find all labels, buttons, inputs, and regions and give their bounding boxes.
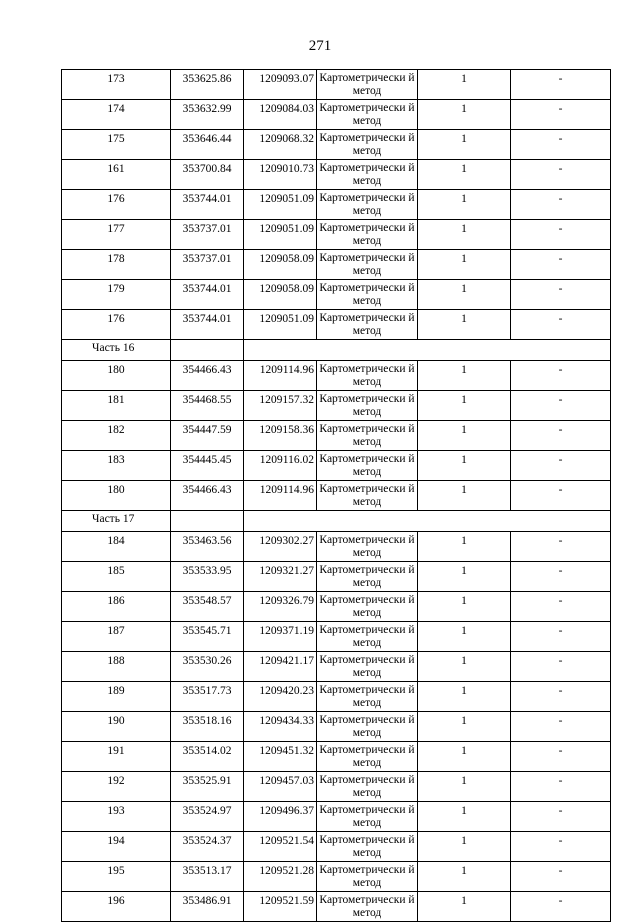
section-label: Часть 17	[62, 511, 171, 532]
y-coordinate-cell: 1209371.19	[244, 622, 317, 652]
method-cell: Картометрически й метод	[317, 361, 418, 391]
x-coordinate-cell: 353545.71	[171, 622, 244, 652]
point-number-cell: 190	[62, 712, 171, 742]
table-row	[62, 562, 611, 592]
method-cell: Картометрически й метод	[317, 802, 418, 832]
coordinates-table	[61, 69, 611, 922]
dash-cell: -	[511, 190, 611, 220]
count-cell: 1	[418, 622, 511, 652]
point-number-cell: 179	[62, 280, 171, 310]
count-cell: 1	[418, 802, 511, 832]
point-number-cell: 178	[62, 250, 171, 280]
table-row	[62, 361, 611, 391]
x-coordinate-cell: 353646.44	[171, 130, 244, 160]
x-coordinate-cell: 353513.17	[171, 862, 244, 892]
point-number-cell: 182	[62, 421, 171, 451]
y-coordinate-cell: 1209010.73	[244, 160, 317, 190]
point-number-cell: 186	[62, 592, 171, 622]
count-cell: 1	[418, 100, 511, 130]
dash-cell: -	[511, 421, 611, 451]
point-number-cell: 176	[62, 190, 171, 220]
method-cell: Картометрически й метод	[317, 682, 418, 712]
count-cell: 1	[418, 280, 511, 310]
x-coordinate-cell: 353744.01	[171, 190, 244, 220]
y-coordinate-cell: 1209051.09	[244, 310, 317, 340]
dash-cell: -	[511, 592, 611, 622]
method-cell: Картометрически й метод	[317, 190, 418, 220]
dash-cell: -	[511, 220, 611, 250]
count-cell: 1	[418, 481, 511, 511]
y-coordinate-cell: 1209058.09	[244, 280, 317, 310]
y-coordinate-cell: 1209093.07	[244, 70, 317, 100]
method-cell: Картометрически й метод	[317, 772, 418, 802]
x-coordinate-cell: 353737.01	[171, 220, 244, 250]
y-coordinate-cell: 1209457.03	[244, 772, 317, 802]
method-cell: Картометрически й метод	[317, 421, 418, 451]
method-cell: Картометрически й метод	[317, 310, 418, 340]
table-cell-empty	[244, 340, 611, 361]
dash-cell: -	[511, 562, 611, 592]
table-row	[62, 160, 611, 190]
dash-cell: -	[511, 772, 611, 802]
table-row	[62, 391, 611, 421]
table-row	[62, 622, 611, 652]
method-cell: Картометрически й метод	[317, 622, 418, 652]
point-number-cell: 195	[62, 862, 171, 892]
y-coordinate-cell: 1209521.59	[244, 892, 317, 922]
method-cell: Картометрически й метод	[317, 712, 418, 742]
page-number: 271	[308, 38, 332, 54]
point-number-cell: 188	[62, 652, 171, 682]
point-number-cell: 177	[62, 220, 171, 250]
dash-cell: -	[511, 742, 611, 772]
method-cell: Картометрически й метод	[317, 391, 418, 421]
x-coordinate-cell: 354466.43	[171, 481, 244, 511]
point-number-cell: 173	[62, 70, 171, 100]
count-cell: 1	[418, 832, 511, 862]
count-cell: 1	[418, 682, 511, 712]
count-cell: 1	[418, 652, 511, 682]
y-coordinate-cell: 1209496.37	[244, 802, 317, 832]
x-coordinate-cell: 353463.56	[171, 532, 244, 562]
x-coordinate-cell: 353517.73	[171, 682, 244, 712]
table-row	[62, 802, 611, 832]
dash-cell: -	[511, 361, 611, 391]
y-coordinate-cell: 1209058.09	[244, 250, 317, 280]
count-cell: 1	[418, 361, 511, 391]
point-number-cell: 191	[62, 742, 171, 772]
y-coordinate-cell: 1209521.28	[244, 862, 317, 892]
x-coordinate-cell: 353548.57	[171, 592, 244, 622]
count-cell: 1	[418, 562, 511, 592]
method-cell: Картометрически й метод	[317, 481, 418, 511]
dash-cell: -	[511, 160, 611, 190]
table-row	[62, 832, 611, 862]
table-row	[62, 421, 611, 451]
y-coordinate-cell: 1209302.27	[244, 532, 317, 562]
y-coordinate-cell: 1209451.32	[244, 742, 317, 772]
table-row	[62, 220, 611, 250]
dash-cell: -	[511, 682, 611, 712]
y-coordinate-cell: 1209157.32	[244, 391, 317, 421]
x-coordinate-cell: 354445.45	[171, 451, 244, 481]
point-number-cell: 189	[62, 682, 171, 712]
method-cell: Картометрически й метод	[317, 862, 418, 892]
table-cell-empty	[171, 340, 244, 361]
dash-cell: -	[511, 532, 611, 562]
point-number-cell: 187	[62, 622, 171, 652]
count-cell: 1	[418, 70, 511, 100]
x-coordinate-cell: 353700.84	[171, 160, 244, 190]
point-number-cell: 180	[62, 481, 171, 511]
count-cell: 1	[418, 712, 511, 742]
method-cell: Картометрически й метод	[317, 592, 418, 622]
y-coordinate-cell: 1209158.36	[244, 421, 317, 451]
y-coordinate-cell: 1209421.17	[244, 652, 317, 682]
x-coordinate-cell: 353744.01	[171, 280, 244, 310]
dash-cell: -	[511, 652, 611, 682]
table-row	[62, 451, 611, 481]
dash-cell: -	[511, 802, 611, 832]
table-row	[62, 742, 611, 772]
count-cell: 1	[418, 391, 511, 421]
y-coordinate-cell: 1209084.03	[244, 100, 317, 130]
x-coordinate-cell: 353533.95	[171, 562, 244, 592]
method-cell: Картометрически й метод	[317, 532, 418, 562]
table-row	[62, 310, 611, 340]
x-coordinate-cell: 354468.55	[171, 391, 244, 421]
x-coordinate-cell: 353530.26	[171, 652, 244, 682]
dash-cell: -	[511, 892, 611, 922]
dash-cell: -	[511, 130, 611, 160]
x-coordinate-cell: 353744.01	[171, 310, 244, 340]
table-row	[62, 532, 611, 562]
table-row	[62, 772, 611, 802]
count-cell: 1	[418, 310, 511, 340]
table-body	[62, 70, 611, 922]
table-cell-empty	[244, 511, 611, 532]
count-cell: 1	[418, 130, 511, 160]
count-cell: 1	[418, 892, 511, 922]
table-row	[62, 682, 611, 712]
x-coordinate-cell: 354447.59	[171, 421, 244, 451]
method-cell: Картометрически й метод	[317, 562, 418, 592]
count-cell: 1	[418, 862, 511, 892]
dash-cell: -	[511, 481, 611, 511]
method-cell: Картометрически й метод	[317, 892, 418, 922]
x-coordinate-cell: 353525.91	[171, 772, 244, 802]
point-number-cell: 174	[62, 100, 171, 130]
count-cell: 1	[418, 250, 511, 280]
point-number-cell: 196	[62, 892, 171, 922]
table-row	[62, 190, 611, 220]
table-row	[62, 70, 611, 100]
method-cell: Картометрически й метод	[317, 451, 418, 481]
method-cell: Картометрически й метод	[317, 832, 418, 862]
count-cell: 1	[418, 451, 511, 481]
table-row	[62, 250, 611, 280]
point-number-cell: 161	[62, 160, 171, 190]
x-coordinate-cell: 353518.16	[171, 712, 244, 742]
y-coordinate-cell: 1209521.54	[244, 832, 317, 862]
table-row	[62, 280, 611, 310]
method-cell: Картометрически й метод	[317, 742, 418, 772]
dash-cell: -	[511, 622, 611, 652]
y-coordinate-cell: 1209051.09	[244, 220, 317, 250]
count-cell: 1	[418, 592, 511, 622]
point-number-cell: 193	[62, 802, 171, 832]
dash-cell: -	[511, 100, 611, 130]
table-row	[62, 130, 611, 160]
x-coordinate-cell: 354466.43	[171, 361, 244, 391]
x-coordinate-cell: 353524.37	[171, 832, 244, 862]
x-coordinate-cell: 353486.91	[171, 892, 244, 922]
y-coordinate-cell: 1209420.23	[244, 682, 317, 712]
dash-cell: -	[511, 391, 611, 421]
x-coordinate-cell: 353625.86	[171, 70, 244, 100]
point-number-cell: 183	[62, 451, 171, 481]
section-label: Часть 16	[62, 340, 171, 361]
x-coordinate-cell: 353524.97	[171, 802, 244, 832]
count-cell: 1	[418, 772, 511, 802]
table-row	[62, 592, 611, 622]
x-coordinate-cell: 353514.02	[171, 742, 244, 772]
point-number-cell: 176	[62, 310, 171, 340]
count-cell: 1	[418, 190, 511, 220]
section-row	[62, 511, 611, 532]
count-cell: 1	[418, 220, 511, 250]
y-coordinate-cell: 1209068.32	[244, 130, 317, 160]
method-cell: Картометрически й метод	[317, 70, 418, 100]
point-number-cell: 192	[62, 772, 171, 802]
count-cell: 1	[418, 742, 511, 772]
x-coordinate-cell: 353737.01	[171, 250, 244, 280]
dash-cell: -	[511, 280, 611, 310]
method-cell: Картометрически й метод	[317, 250, 418, 280]
dash-cell: -	[511, 862, 611, 892]
point-number-cell: 194	[62, 832, 171, 862]
dash-cell: -	[511, 451, 611, 481]
y-coordinate-cell: 1209321.27	[244, 562, 317, 592]
table-cell-empty	[171, 511, 244, 532]
point-number-cell: 184	[62, 532, 171, 562]
method-cell: Картометрически й метод	[317, 130, 418, 160]
method-cell: Картометрически й метод	[317, 220, 418, 250]
y-coordinate-cell: 1209114.96	[244, 361, 317, 391]
dash-cell: -	[511, 712, 611, 742]
y-coordinate-cell: 1209326.79	[244, 592, 317, 622]
dash-cell: -	[511, 70, 611, 100]
y-coordinate-cell: 1209114.96	[244, 481, 317, 511]
point-number-cell: 185	[62, 562, 171, 592]
dash-cell: -	[511, 310, 611, 340]
count-cell: 1	[418, 532, 511, 562]
count-cell: 1	[418, 160, 511, 190]
method-cell: Картометрически й метод	[317, 652, 418, 682]
y-coordinate-cell: 1209434.33	[244, 712, 317, 742]
point-number-cell: 181	[62, 391, 171, 421]
dash-cell: -	[511, 250, 611, 280]
point-number-cell: 180	[62, 361, 171, 391]
method-cell: Картометрически й метод	[317, 100, 418, 130]
section-row	[62, 340, 611, 361]
method-cell: Картометрически й метод	[317, 160, 418, 190]
table-row	[62, 892, 611, 922]
dash-cell: -	[511, 832, 611, 862]
table-row	[62, 862, 611, 892]
table-row	[62, 481, 611, 511]
table-row	[62, 712, 611, 742]
method-cell: Картометрически й метод	[317, 280, 418, 310]
y-coordinate-cell: 1209051.09	[244, 190, 317, 220]
x-coordinate-cell: 353632.99	[171, 100, 244, 130]
y-coordinate-cell: 1209116.02	[244, 451, 317, 481]
table-row	[62, 100, 611, 130]
table-row	[62, 652, 611, 682]
count-cell: 1	[418, 421, 511, 451]
point-number-cell: 175	[62, 130, 171, 160]
